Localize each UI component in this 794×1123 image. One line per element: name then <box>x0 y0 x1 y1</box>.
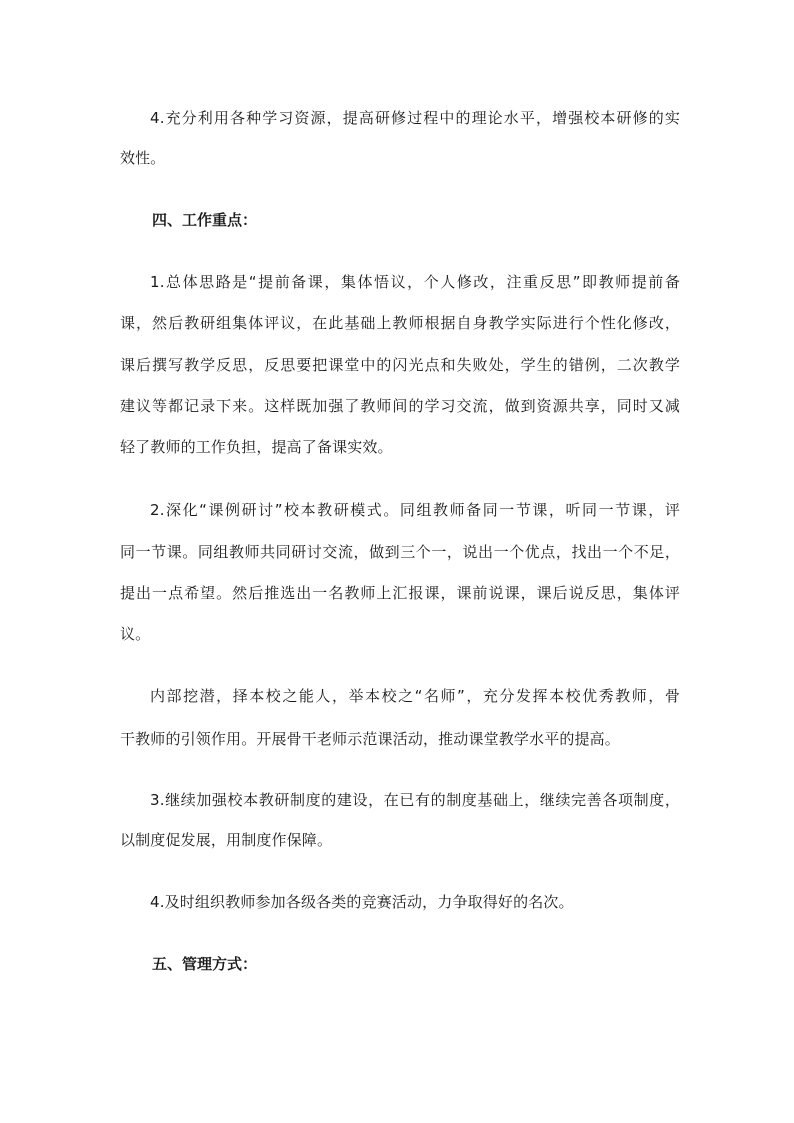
paragraph-1-line-4: 建议等都记录下来。这样既加强了教师间的学习交流，做到资源共享，同时又减 <box>120 397 680 415</box>
paragraph-4b-line-1: 4.及时组织教师参加各级各类的竞赛活动，力争取得好的名次。 <box>150 893 574 911</box>
paragraph-inner-line-2: 干教师的引领作用。开展骨干老师示范课活动，推动课堂教学水平的提高。 <box>120 730 620 748</box>
section-heading-four: 四、工作重点： <box>152 211 258 229</box>
paragraph-2-line-2: 同一节课。同组教师共同研讨交流，做到三个一，说出一个优点，找出一个不足， <box>120 543 680 561</box>
paragraph-3-line-2: 以制度促发展，用制度作保障。 <box>120 831 333 849</box>
paragraph-inner-line-1: 内部挖潜，择本校之能人，举本校之“名师”，充分发挥本校优秀教师，骨 <box>150 687 680 705</box>
paragraph-3-line-1: 3.继续加强校本教研制度的建设，在已有的制度基础上，继续完善各项制度， <box>150 791 680 809</box>
paragraph-1-line-5: 轻了教师的工作负担，提高了备课实效。 <box>120 438 393 456</box>
paragraph-1-line-2: 课，然后教研组集体评议，在此基础上教师根据自身教学实际进行个性化修改， <box>120 314 680 332</box>
paragraph-2-line-3: 提出一点希望。然后推选出一名教师上汇报课，课前说课，课后说反思，集体评 <box>120 584 680 602</box>
paragraph-2-line-1: 2.深化“课例研讨”校本教研模式。同组教师备同一节课，听同一节课，评 <box>150 501 680 519</box>
paragraph-1-line-3: 课后撰写教学反思，反思要把课堂中的闪光点和失败处，学生的错例，二次教学 <box>120 356 680 374</box>
paragraph-1-line-1: 1.总体思路是“提前备课，集体悟议，个人修改，注重反思”即教师提前备 <box>150 273 680 291</box>
paragraph-4a-line-1: 4.充分利用各种学习资源，提高研修过程中的理论水平，增强校本研修的实 <box>150 109 680 127</box>
section-heading-five: 五、管理方式： <box>152 955 258 973</box>
paragraph-4a-line-2: 效性。 <box>120 149 166 167</box>
paragraph-2-line-4: 议。 <box>120 625 151 643</box>
